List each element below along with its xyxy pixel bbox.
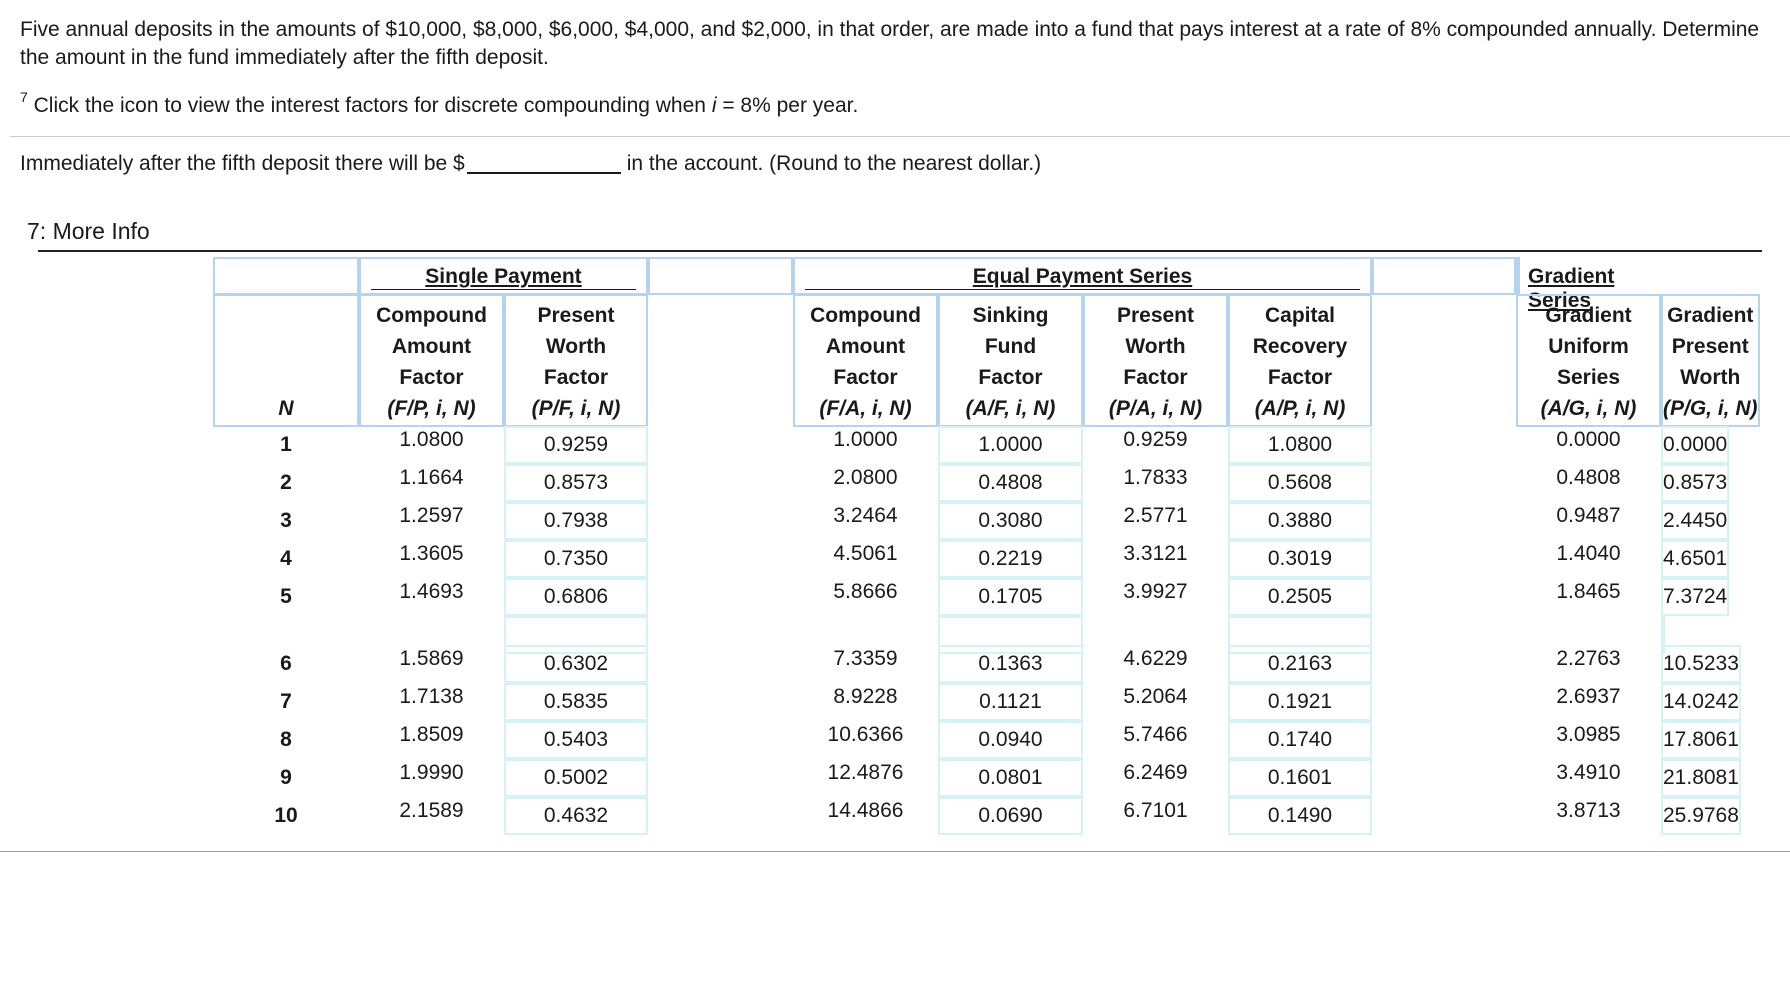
factor-cell: [1661, 721, 1741, 759]
factor-cell: [1661, 426, 1729, 464]
factor-cell: [359, 464, 504, 502]
divider: [10, 136, 1790, 137]
factor-cell: [1228, 578, 1372, 616]
group-header-2: [1516, 257, 1615, 312]
factor-value: 0.4808: [1556, 466, 1621, 489]
factor-cell: [938, 464, 1083, 502]
factor-cell: [793, 578, 938, 616]
factor-cell: [359, 426, 504, 464]
factor-value: 1.2597: [399, 504, 464, 527]
factor-cell: [1083, 578, 1228, 616]
factor-cell: [1516, 683, 1661, 721]
factor-value: 2.5771: [1123, 504, 1188, 527]
factor-value: 0.6302: [543, 652, 609, 675]
column-header-line: Gradient: [1545, 304, 1632, 327]
group-title-text: Equal Payment Series: [972, 265, 1193, 288]
factor-cell: [938, 502, 1083, 540]
column-header: [1228, 294, 1372, 427]
factor-cell: [359, 721, 504, 759]
factor-value: 1.9990: [399, 761, 464, 784]
factor-value: 3.8713: [1556, 799, 1621, 822]
answer-suffix: in the account. (Round to the nearest dollar.): [626, 152, 1042, 175]
column-header-line: Worth: [545, 335, 607, 358]
column-header-line: Recovery: [1252, 335, 1348, 358]
interest-factors-note[interactable]: [20, 89, 859, 120]
column-header-line: Compound: [810, 304, 921, 327]
factor-cell: [1228, 721, 1372, 759]
factor-value: 5.8666: [833, 580, 898, 603]
row-n-value: 3: [280, 509, 292, 532]
factor-value: 12.4876: [827, 761, 904, 784]
factor-cell: [1228, 540, 1372, 578]
factor-value: 0.4808: [978, 471, 1043, 494]
factor-value: 0.1740: [1267, 728, 1333, 751]
factor-cell: [793, 426, 938, 464]
factor-value: 1.0800: [1267, 433, 1333, 456]
row-n-value: 4: [280, 547, 292, 570]
column-symbol: (P/F, i, N): [531, 397, 621, 420]
column-header-line: Gradient: [1667, 304, 1754, 327]
factor-value: 0.1921: [1267, 690, 1333, 713]
column-header-line: Fund: [984, 335, 1037, 358]
group-title: [805, 265, 1360, 290]
factor-value: 0.3080: [978, 509, 1043, 532]
row-n: [213, 502, 359, 540]
note-text-rate: = 8% per year.: [716, 94, 859, 117]
row-n: [213, 426, 359, 464]
factor-cell: [504, 759, 648, 797]
factor-value: 1.4693: [399, 580, 464, 603]
factor-cell: [1516, 502, 1661, 540]
row-n-value: 8: [280, 728, 292, 751]
column-header-line: Factor: [1123, 366, 1188, 389]
factor-cell: [1661, 464, 1729, 502]
factor-cell: [1083, 464, 1228, 502]
factor-cell: [793, 645, 938, 683]
factor-value: 5.2064: [1123, 685, 1188, 708]
factor-value: 0.8573: [1663, 471, 1728, 494]
factor-cell: [1661, 797, 1741, 835]
factor-value: 0.5608: [1267, 471, 1333, 494]
row-n-value: 5: [280, 585, 292, 608]
factor-value: 1.1664: [399, 466, 464, 489]
column-header-line: Factor: [978, 366, 1043, 389]
column-header-line: Present: [537, 304, 615, 327]
factor-cell: [1516, 540, 1661, 578]
factor-value: 0.0000: [1556, 428, 1621, 451]
factor-value: 0.7938: [543, 509, 609, 532]
factor-value: 8.9228: [833, 685, 898, 708]
column-header-line: Sinking: [972, 304, 1049, 327]
factor-cell: [793, 759, 938, 797]
factor-value: 0.6806: [543, 585, 609, 608]
factor-cell: [793, 721, 938, 759]
group-header-1: [793, 257, 1372, 295]
row-n-value: 6: [280, 652, 292, 675]
row-n-value: 10: [274, 804, 298, 827]
row-n: [213, 721, 359, 759]
group-spacer: [1372, 257, 1516, 295]
n-label: N: [278, 397, 294, 420]
factor-cell: [504, 464, 648, 502]
factor-cell: [793, 797, 938, 835]
factor-value: 2.2763: [1556, 647, 1621, 670]
factor-value: 2.6937: [1556, 685, 1621, 708]
factor-value: 4.6501: [1663, 547, 1728, 570]
factor-value: 0.1363: [978, 652, 1043, 675]
factor-value: 21.8081: [1663, 766, 1739, 789]
factor-cell: [1516, 797, 1661, 835]
factor-value: 0.9487: [1556, 504, 1621, 527]
factor-value: 1.5869: [399, 647, 464, 670]
factor-cell: [1516, 426, 1661, 464]
factor-value: 1.7833: [1123, 466, 1188, 489]
row-n-value: 7: [280, 690, 292, 713]
separator-cell: [1228, 616, 1372, 654]
factor-cell: [1083, 645, 1228, 683]
factor-value: 1.0000: [833, 428, 898, 451]
column-header-line: Amount: [825, 335, 906, 358]
factor-cell: [1516, 721, 1661, 759]
row-n-value: 1: [280, 433, 292, 456]
factor-value: 0.1705: [978, 585, 1043, 608]
group-header-0: [359, 257, 648, 295]
column-header-line: Worth: [1680, 366, 1741, 389]
factor-value: 0.0000: [1663, 433, 1728, 456]
factor-value: 0.1121: [979, 690, 1042, 713]
column-header-line: Uniform: [1548, 335, 1629, 358]
factor-value: 1.8465: [1556, 580, 1621, 603]
factor-value: 0.1490: [1267, 804, 1333, 827]
column-header-line: Present: [1671, 335, 1749, 358]
factor-cell: [1661, 502, 1729, 540]
factor-cell: [1083, 426, 1228, 464]
factor-value: 1.8509: [399, 723, 464, 746]
factor-value: 0.0801: [978, 766, 1043, 789]
factor-cell: [793, 464, 938, 502]
factor-value: 1.4040: [1556, 542, 1621, 565]
factor-cell: [1661, 645, 1741, 683]
factor-cell: [938, 540, 1083, 578]
factor-value: 4.5061: [833, 542, 898, 565]
factor-cell: [938, 683, 1083, 721]
factor-value: 0.9259: [543, 433, 609, 456]
factor-value: 2.4450: [1663, 509, 1728, 532]
factor-cell: [938, 759, 1083, 797]
column-symbol: (F/P, i, N): [387, 397, 476, 420]
factor-value: 0.5835: [543, 690, 609, 713]
bottom-divider: [0, 851, 1790, 852]
more-info-title: 7: More Info: [27, 218, 150, 244]
factor-cell: [938, 721, 1083, 759]
factor-value: 0.0940: [978, 728, 1043, 751]
row-n: [213, 540, 359, 578]
factor-cell: [793, 683, 938, 721]
column-header-line: Present: [1116, 304, 1195, 327]
column-header: [793, 294, 938, 427]
column-symbol: (A/G, i, N): [1540, 397, 1637, 420]
row-n: [213, 578, 359, 616]
factor-cell: [1083, 759, 1228, 797]
factor-cell: [359, 797, 504, 835]
factor-cell: [359, 578, 504, 616]
factor-cell: [504, 721, 648, 759]
answer-input[interactable]: [467, 146, 621, 174]
row-n-value: 9: [280, 766, 292, 789]
factor-cell: [1661, 578, 1729, 616]
factor-value: 0.3880: [1267, 509, 1333, 532]
factor-cell: [1228, 759, 1372, 797]
factor-cell: [1228, 683, 1372, 721]
column-header: [938, 294, 1083, 427]
factor-cell: [938, 426, 1083, 464]
factor-value: 0.3019: [1267, 547, 1333, 570]
factor-value: 0.2219: [978, 547, 1043, 570]
factor-value: 1.0800: [399, 428, 464, 451]
factor-value: 0.8573: [543, 471, 609, 494]
factor-cell: [359, 759, 504, 797]
factor-value: 0.2505: [1267, 585, 1333, 608]
factor-cell: [1083, 502, 1228, 540]
column-header: [1516, 294, 1661, 427]
column-symbol: (F/A, i, N): [819, 397, 912, 420]
interest-variable: i: [711, 94, 717, 117]
factor-value: 3.9927: [1123, 580, 1188, 603]
separator-cell: [1661, 616, 1665, 654]
factor-cell: [504, 578, 648, 616]
row-n: [213, 645, 359, 683]
group-title-text: Single Payment: [425, 265, 582, 288]
column-symbol: (A/P, i, N): [1254, 397, 1346, 420]
factor-value: 3.3121: [1123, 542, 1188, 565]
answer-line: [20, 150, 1041, 178]
factor-cell: [1661, 759, 1741, 797]
column-header-line: Factor: [833, 366, 898, 389]
footnote-marker: 7: [20, 89, 28, 105]
n-column-header: [213, 294, 359, 427]
more-info-divider: [38, 250, 1762, 252]
group-title: [371, 265, 636, 290]
factor-value: 14.4866: [827, 799, 904, 822]
factor-cell: [1516, 645, 1661, 683]
column-header: [359, 294, 504, 427]
column-header: [1661, 294, 1760, 427]
factor-value: 25.9768: [1663, 804, 1739, 827]
factor-cell: [1516, 578, 1661, 616]
column-header-line: Amount: [391, 335, 472, 358]
factor-value: 1.7138: [399, 685, 464, 708]
factor-value: 0.5002: [543, 766, 609, 789]
factor-value: 14.0242: [1663, 690, 1739, 713]
factor-cell: [1083, 721, 1228, 759]
factor-cell: [1228, 426, 1372, 464]
factor-value: 5.7466: [1123, 723, 1188, 746]
separator-cell: [938, 616, 1083, 654]
row-n-value: 2: [280, 471, 292, 494]
factor-cell: [504, 502, 648, 540]
column-header-line: Worth: [1125, 335, 1186, 358]
factor-value: 0.7350: [543, 547, 609, 570]
factor-cell: [1083, 797, 1228, 835]
factor-value: 1.3605: [399, 542, 464, 565]
column-header-line: Capital: [1264, 304, 1335, 327]
factor-cell: [1228, 502, 1372, 540]
factor-cell: [1083, 683, 1228, 721]
factor-value: 0.4632: [543, 804, 609, 827]
factor-cell: [1516, 759, 1661, 797]
factor-value: 10.6366: [827, 723, 904, 746]
factor-cell: [793, 502, 938, 540]
factor-cell: [504, 683, 648, 721]
factor-value: 6.2469: [1123, 761, 1188, 784]
factor-value: 3.2464: [833, 504, 898, 527]
column-header-line: Compound: [376, 304, 487, 327]
problem-statement: Five annual deposits in the amounts of $10,000, $8,000, $6,000, $4,000, and $2,000, in that order, are made into a fund that pays interest at a rate of 8% compounded annually. Determine the amount in the fund immediately after the fifth deposit.: [20, 18, 1760, 69]
factor-cell: [1083, 540, 1228, 578]
factor-value: 0.2163: [1267, 652, 1333, 675]
factor-cell: [1661, 683, 1741, 721]
factor-value: 0.5403: [543, 728, 609, 751]
column-header-line: Factor: [543, 366, 609, 389]
answer-prefix: Immediately after the fifth deposit there will be $: [20, 152, 465, 175]
factor-value: 0.0690: [978, 804, 1043, 827]
row-n: [213, 464, 359, 502]
column-symbol: (P/G, i, N): [1663, 397, 1758, 420]
factor-value: 0.1601: [1267, 766, 1333, 789]
row-n: [213, 797, 359, 835]
factor-value: 7.3359: [833, 647, 898, 670]
factor-cell: [359, 683, 504, 721]
column-symbol: (P/A, i, N): [1108, 397, 1203, 420]
column-symbol: (A/F, i, N): [965, 397, 1056, 420]
row-n: [213, 759, 359, 797]
row-n: [213, 683, 359, 721]
group-title-text: Gradient Series: [1528, 265, 1615, 312]
factor-value: 4.6229: [1123, 647, 1188, 670]
factor-cell: [938, 578, 1083, 616]
factor-cell: [504, 426, 648, 464]
column-header-line: Factor: [399, 366, 464, 389]
column-header-line: Series: [1556, 366, 1621, 389]
factor-cell: [359, 645, 504, 683]
group-spacer: [648, 257, 793, 295]
factor-cell: [938, 797, 1083, 835]
factor-value: 3.4910: [1556, 761, 1621, 784]
factor-value: 2.1589: [399, 799, 464, 822]
factor-cell: [793, 540, 938, 578]
factor-value: 10.5233: [1663, 652, 1739, 675]
factor-cell: [504, 540, 648, 578]
factor-value: 7.3724: [1663, 585, 1728, 608]
column-header-line: Factor: [1267, 366, 1333, 389]
factor-cell: [1228, 464, 1372, 502]
column-header: [1083, 294, 1228, 427]
factor-value: 6.7101: [1123, 799, 1188, 822]
factor-cell: [504, 797, 648, 835]
factor-value: 1.0000: [978, 433, 1043, 456]
factor-value: 2.0800: [833, 466, 898, 489]
factor-value: 3.0985: [1556, 723, 1621, 746]
factor-value: 0.9259: [1123, 428, 1188, 451]
factor-cell: [359, 502, 504, 540]
note-text: Click the icon to view the interest factors for discrete compounding when: [33, 94, 712, 117]
table-corner: [213, 257, 359, 295]
factor-value: 17.8061: [1663, 728, 1739, 751]
factor-cell: [359, 540, 504, 578]
factor-cell: [1516, 464, 1661, 502]
factor-cell: [1661, 540, 1729, 578]
separator-cell: [504, 616, 648, 654]
factor-cell: [1228, 797, 1372, 835]
column-header: [504, 294, 648, 427]
